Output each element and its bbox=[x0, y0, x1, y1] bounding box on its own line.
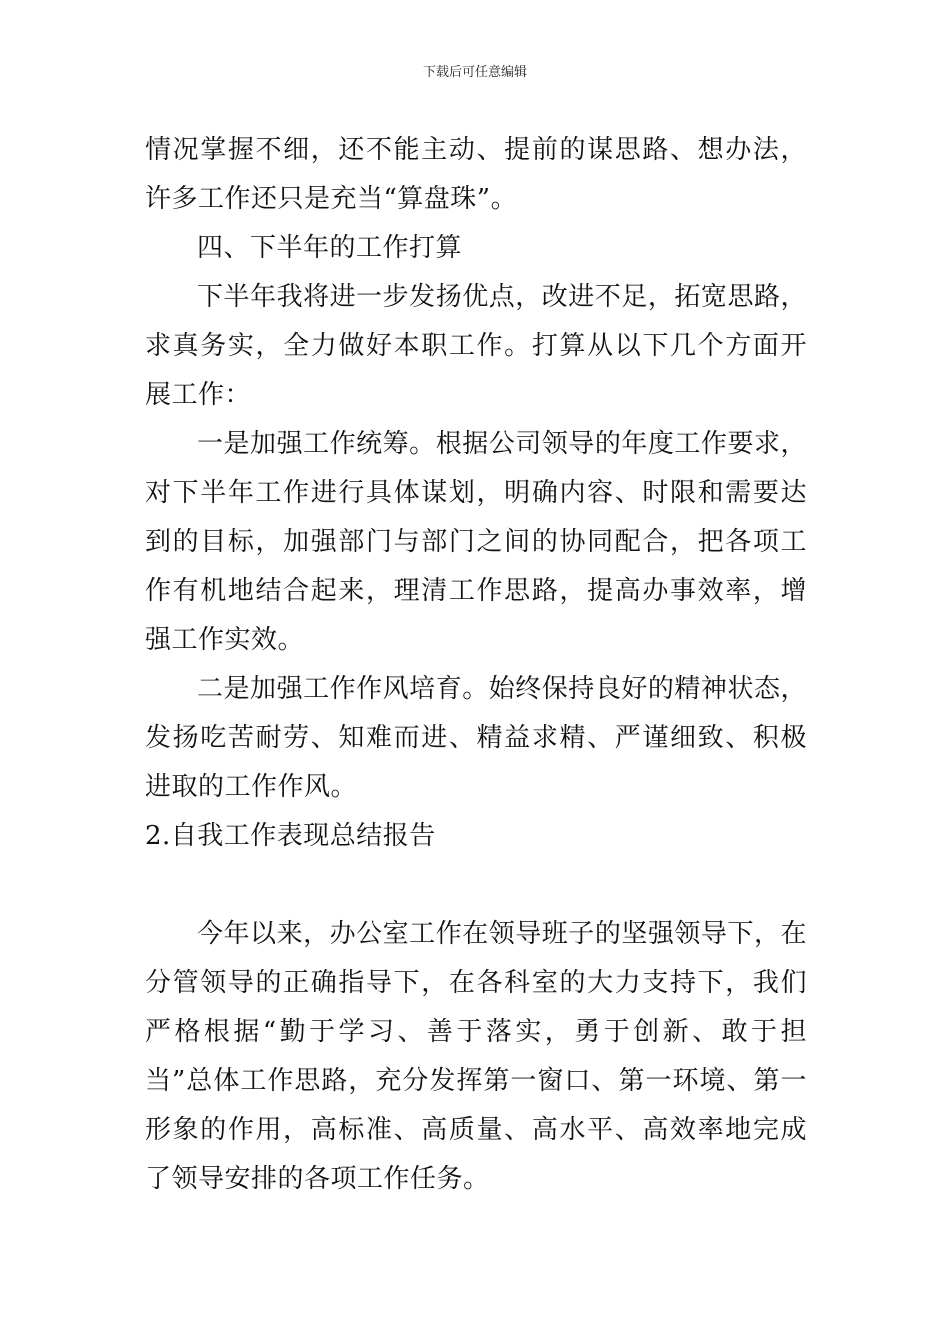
paragraph-plan-item-2: 二是加强工作作风培育。始终保持良好的精神状态，发扬吃苦耐劳、知难而进、精益求精、严谨细致、积极进取的工作作风。 bbox=[145, 674, 807, 802]
blank-line bbox=[145, 861, 807, 910]
section-heading: 四、下半年的工作打算 bbox=[197, 233, 463, 263]
document-subtitle: 2.自我工作表现总结报告 bbox=[145, 821, 436, 851]
paragraph-plan-intro: 下半年我将进一步发扬优点，改进不足，拓宽思路，求真务实，全力做好本职工作。打算从以下几个方面开展工作： bbox=[145, 282, 807, 410]
paragraph-plan-item-1: 一是加强工作统筹。根据公司领导的年度工作要求，对下半年工作进行具体谋划，明确内容、时限和需要达到的目标，加强部门与部门之间的协同配合，把各项工作有机地结合起来，理清工作思路，提高办事效率，增强工作实效。 bbox=[145, 429, 807, 655]
paragraph-report-intro: 今年以来，办公室工作在领导班子的坚强领导下，在分管领导的正确指导下，在各科室的大力支持下，我们严格根据“勤于学习、善于落实，勇于创新、敢于担当”总体工作思路，充分发挥第一窗口、第一环境、第一形象的作用，高标准、高质量、高水平、高效率地完成了领导安排的各项工作任务。 bbox=[145, 919, 807, 1194]
document-body bbox=[145, 126, 807, 1204]
page-header: 下载后可任意编辑 bbox=[422, 65, 527, 80]
paragraph-continuation: 情况掌握不细，还不能主动、提前的谋思路、想办法，许多工作还只是充当“算盘珠”。 bbox=[145, 135, 807, 214]
